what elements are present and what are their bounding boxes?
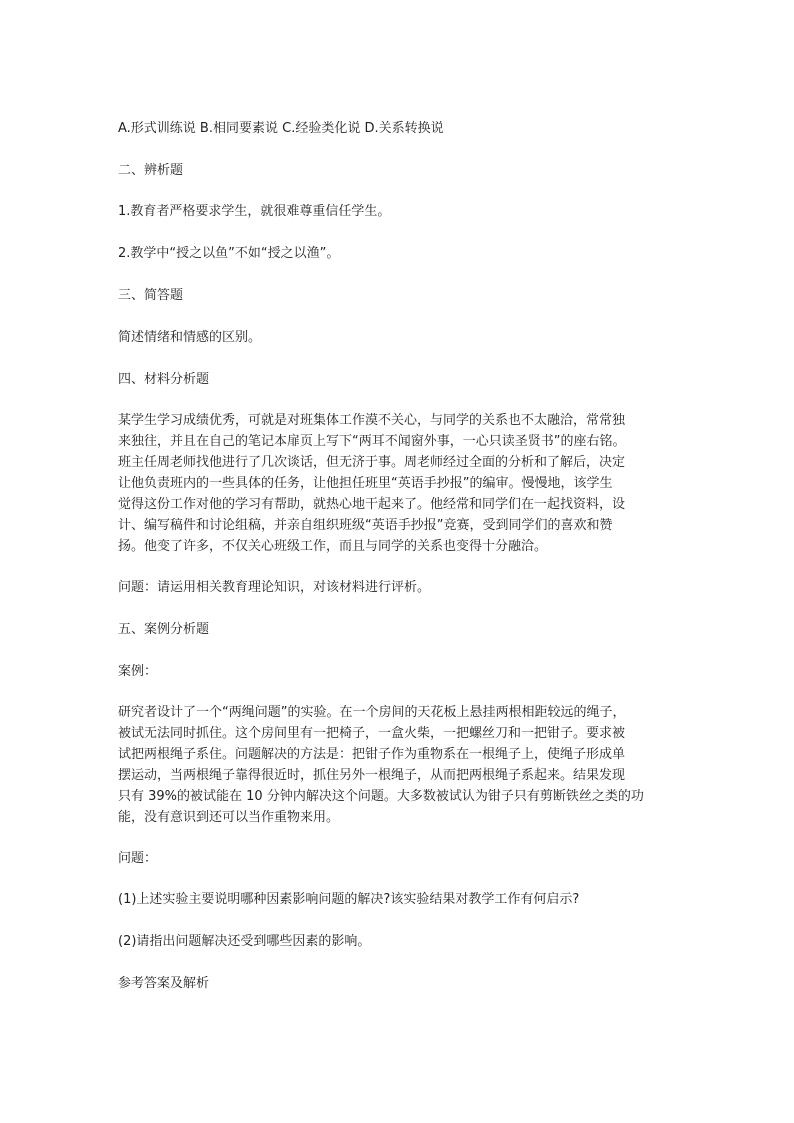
paragraph-line: 计、编写稿件和讨论组稿，并亲自组织班级“英语手抄报”竞赛，受到同学们的喜欢和赞	[118, 518, 613, 533]
options-line: A.形式训练说 B.相同要素说 C.经验类化说 D.关系转换说	[118, 121, 444, 136]
paragraph-line: 让他负责班内的一些具体的任务，让他担任班里“英语手抄报”的编审。慢慢地，该学生	[118, 476, 613, 491]
case-paragraph	[118, 702, 684, 828]
section-heading-case-analysis: 五、案例分析题	[118, 622, 210, 637]
question-text: 简述情绪和情感的区别。	[118, 330, 262, 345]
paragraph-line: 能，没有意识到还可以当作重物来用。	[118, 810, 340, 825]
question-text: 1.教育者严格要求学生，就很难尊重信任学生。	[118, 204, 391, 219]
question-text: 问题：请运用相关教育理论知识，对该材料进行评析。	[118, 580, 431, 595]
paragraph-line: 觉得这份工作对他的学习有帮助，就热心地干起来了。他经常和同学们在一起找资料，设	[118, 497, 626, 512]
paragraph-line: 来独往，并且在自己的笔记本扉页上写下“两耳不闻窗外事，一心只读圣贤书”的座右铭。	[118, 434, 626, 449]
paragraph-line: 试把两根绳子系住。问题解决的方法是：把钳子作为重物系在一根绳子上，使绳子形成单	[118, 747, 626, 762]
material-paragraph	[118, 410, 684, 557]
paragraph-line: 扬。他变了许多，不仅关心班级工作，而且与同学的关系也变得十分融洽。	[118, 539, 548, 554]
section-heading-short-answer: 三、简答题	[118, 288, 184, 303]
paragraph-line: 摆运动，当两根绳子靠得很近时，抓住另外一根绳子，从而把两根绳子系起来。结果发现	[118, 768, 626, 783]
question-text: (2)请指出问题解决还受到哪些因素的影响。	[118, 934, 371, 949]
section-heading-material-analysis: 四、材料分析题	[118, 372, 210, 387]
case-label: 案例：	[118, 664, 158, 679]
paragraph-line: 被试无法同时抓住。这个房间里有一把椅子，一盒火柴，一把螺丝刀和一把钳子。要求被	[118, 726, 626, 741]
question-label: 问题：	[118, 851, 158, 866]
paragraph-line: 班主任周老师找他进行了几次谈话，但无济于事。周老师经过全面的分析和了解后，决定	[118, 455, 626, 470]
question-text: (1)上述实验主要说明哪种因素影响问题的解决?该实验结果对教学工作有何启示?	[118, 892, 580, 907]
question-text: 2.教学中“授之以鱼”不如“授之以渔”。	[118, 246, 340, 261]
paragraph-line: 只有 39%的被试能在 10 分钟内解决这个问题。大多数被试认为钳子只有剪断铁丝之类的功	[118, 789, 644, 804]
answers-heading: 参考答案及解析	[118, 976, 210, 991]
section-heading-discrimination: 二、辨析题	[118, 163, 184, 178]
paragraph-line: 研究者设计了一个“两绳问题”的实验。在一个房间的天花板上悬挂两根相距较远的绳子，	[118, 705, 626, 720]
paragraph-line: 某学生学习成绩优秀，可就是对班集体工作漠不关心，与同学的关系也不太融洽，常常独	[118, 413, 626, 428]
